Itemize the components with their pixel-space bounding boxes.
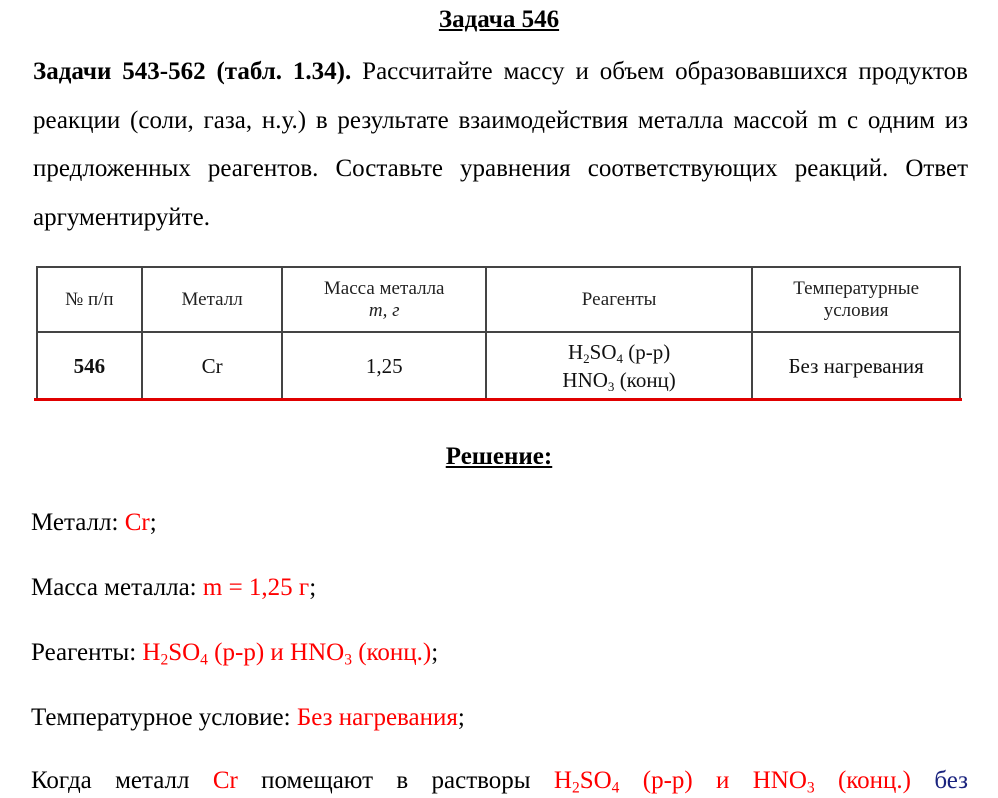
header-reagents: Реагенты: [486, 267, 752, 332]
task-statement: [33, 48, 968, 242]
header-metal: Металл: [142, 267, 283, 332]
table-header-row: [37, 267, 960, 332]
cell-mass: 1,25: [282, 332, 486, 400]
mass-value: m = 1,25 г: [202, 574, 310, 601]
metal-value: Cr: [124, 509, 150, 536]
task-text: Рассчитайте массу и объем образовавшихся продуктов реакции (соли, газа, н.у.) в результате взаимодействия металла массой m с одним из предложенных реагентов. Составьте уравнения соответствующих реакций. Ответ аргументируйте.: [33, 58, 968, 231]
solution-heading: Решение:: [445, 443, 553, 470]
header-mass-line2: m, г: [368, 299, 400, 321]
header-temp-line1: Температурные: [793, 277, 920, 299]
mass-line: Масса металла: m = 1,25 г;: [31, 574, 317, 601]
reagent-hno3: $HNO_3$ (конц): [562, 368, 676, 394]
cell-reagents: [486, 332, 752, 400]
temperature-value: Без нагревания: [296, 704, 458, 731]
reagent-h2so4: $H_2SO_4$ (р-р): [567, 340, 671, 366]
table-row: [37, 332, 960, 400]
task-range-label: Задачи 543-562 (табл. 1.34).: [33, 58, 352, 85]
task-table: [36, 266, 961, 401]
header-num: № п/п: [37, 267, 142, 332]
reagents-value: $H_2SO_4$ (р-р) и $HNO_3$ (конц.): [142, 639, 432, 669]
cell-metal: Cr: [142, 332, 283, 400]
metal-line: Металл: Cr;: [31, 509, 157, 536]
page-title: Задача 546: [438, 6, 560, 33]
reagents-line: Реагенты: $H_2SO_4$ (р-р) и $HNO_3$ (конц.);: [31, 639, 439, 669]
header-mass-line1: Масса металла: [323, 277, 445, 299]
header-mass: [282, 267, 486, 332]
temperature-line: Температурное условие: Без нагревания;: [31, 704, 465, 731]
header-temp: [752, 267, 960, 332]
header-temp-line2: условия: [823, 299, 889, 321]
red-underline: [34, 398, 962, 401]
cut-off-line: Когда металл Cr помещают в растворы $H_2SO_4$ (р-р) и $HNO_3$ (конц.) без: [31, 767, 969, 797]
cell-num: 546: [37, 332, 142, 400]
cell-temp: Без нагревания: [752, 332, 960, 400]
